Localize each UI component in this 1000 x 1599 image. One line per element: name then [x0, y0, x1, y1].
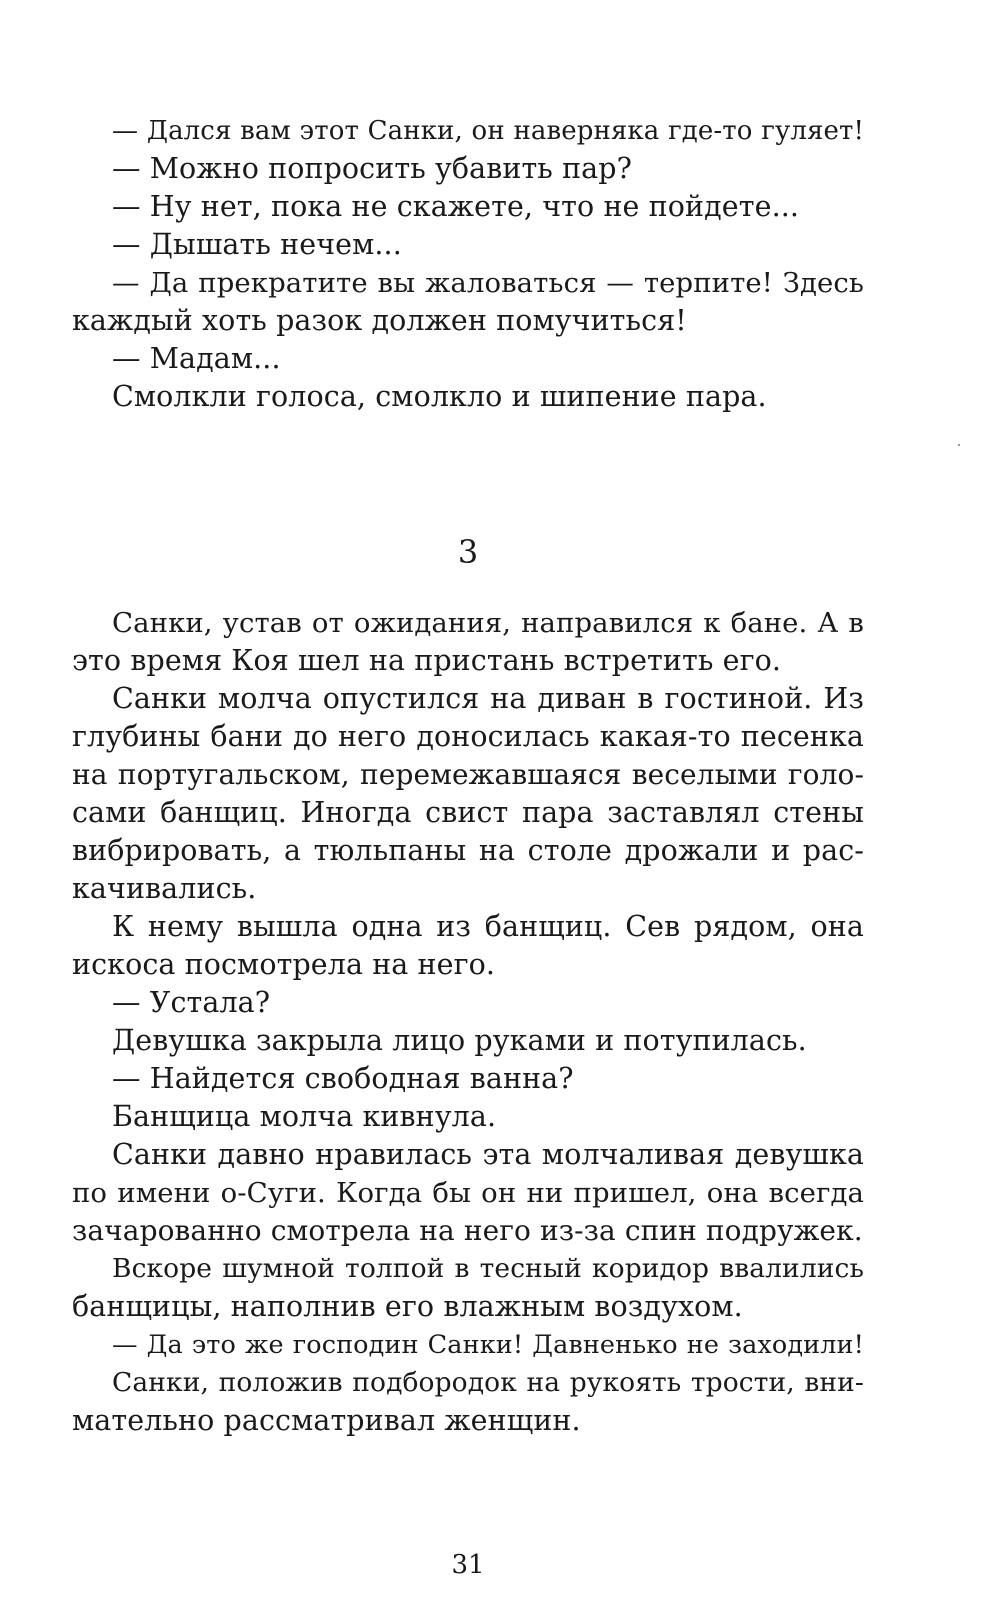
- scan-speck: [958, 444, 960, 446]
- book-page: [72, 112, 864, 1580]
- text-line: банщицы, наполнив его влажным воздухом.: [72, 1290, 743, 1323]
- text-line: — Да это же господин Санки! Давненько не заходили!: [112, 1330, 864, 1360]
- text-line: Банщица молча кивнула.: [112, 1100, 497, 1133]
- text-block-chapter: [72, 604, 864, 1440]
- text-line: — Мадам...: [112, 342, 281, 375]
- text-line: — Ну нет, пока не скажете, что не пойдете...: [112, 190, 800, 223]
- text-line: это время Коя шел на пристань встретить его.: [72, 644, 782, 677]
- text-line: Девушка закрыла лицо руками и потупилась.: [112, 1024, 807, 1057]
- text-block-dialogue: [72, 112, 864, 416]
- page-number: 31: [451, 1550, 485, 1580]
- text-line: зачарованно смотрела на него из-за спин подружек.: [72, 1214, 863, 1247]
- text-line: — Можно попросить убавить пар?: [112, 152, 632, 185]
- text-line: — Найдется свободная ванна?: [112, 1062, 574, 1095]
- text-line: — Устала?: [112, 986, 271, 1019]
- text-line: качивались.: [72, 872, 257, 905]
- text-line: Смолкли голоса, смолкло и шипение пара.: [112, 380, 767, 413]
- text-line: Санки давно нравилась эта молчаливая девушка: [112, 1138, 864, 1171]
- text-line: сами банщиц. Иногда свист пара заставлял стены: [72, 796, 864, 829]
- text-line: мательно рассматривал женщин.: [72, 1404, 581, 1437]
- text-line: — Да прекратите вы жаловаться — терпите! Здесь: [112, 267, 864, 299]
- text-line: К нему вышла одна из банщиц. Сев рядом, она: [112, 910, 864, 943]
- text-line: — Дался вам этот Санки, он наверняка где-то гуляет!: [112, 116, 864, 146]
- text-line: вибрировать, а тюльпаны на столе дрожали и рас-: [72, 834, 864, 867]
- text-line: Санки, устав от ожидания, направился к бане. А в: [112, 607, 864, 639]
- text-line: на португальском, перемежавшаяся веселыми голо-: [72, 758, 864, 791]
- text-line: по имени о-Суги. Когда бы он ни пришел, она всегда: [72, 1177, 864, 1209]
- chapter-heading: 3: [457, 533, 479, 571]
- text-line: Вскоре шумной толпой в тесный коридор ввалились: [112, 1253, 864, 1284]
- text-line: глубины бани до него доносилась какая-то песенка: [72, 720, 864, 753]
- text-line: каждый хоть разок должен помучиться!: [72, 304, 687, 337]
- text-line: искоса посмотрела на него.: [72, 948, 496, 981]
- text-line: — Дышать нечем...: [112, 228, 402, 261]
- text-line: Санки молча опустился на диван в гостиной. Из: [112, 682, 864, 715]
- text-line: Санки, положив подбородок на рукоять трости, вни-: [112, 1367, 864, 1398]
